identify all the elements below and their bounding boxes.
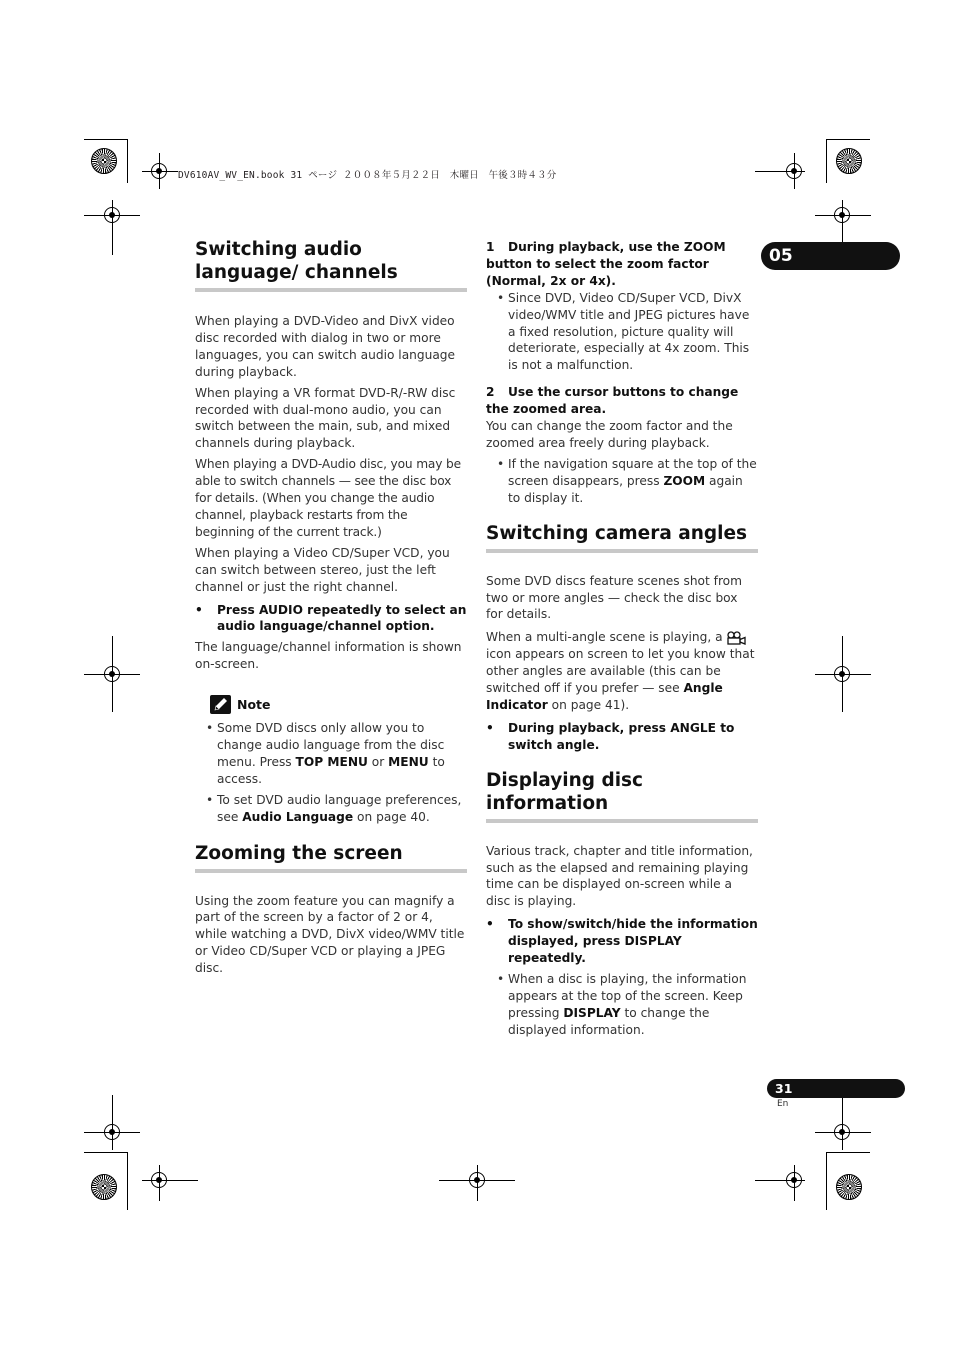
paragraph: The language/channel information is shown on-screen. [195,640,462,672]
button-name: TOP MENU [295,754,368,769]
button-name: DISPLAY [563,1005,621,1020]
step-detail [486,971,758,1039]
note-text: Some DVD discs only allow you to change audio language from the disc menu. Press [217,721,445,769]
instruction-text: Use the cursor buttons to change the zoomed area. [486,385,739,417]
note-item [195,792,467,826]
page-language: En [777,1099,789,1109]
paragraph: When playing a DVD-Video and DivX video disc recorded with dialog in two or more languages, you can switch audio language during playback. [195,314,456,379]
section-title-angles: Switching camera angles [486,522,758,553]
button-name: ZOOM [663,473,706,488]
paragraph: Various track, chapter and title information, such as the elapsed and remaining playing time can be displayed on-screen while a disc is playing. [486,843,753,909]
paragraph [486,629,758,714]
chapter-number-tab: 05 [761,242,900,270]
instruction-text: To show/switch/hide the information displayed, press DISPLAY repeatedly. [508,917,758,966]
step-number: 2 [486,385,495,400]
section-title-audio: Switching audio language/ channels [195,238,467,292]
paragraph: When playing a DVD-Audio disc, you may be able to switch channels — see the disc box for details. (When you change the audio channel, playback restarts from the beginning of the current track.) [195,457,461,539]
step-detail [486,456,758,507]
registration-star-icon [836,1174,862,1200]
detail-text: If the navigation square at the top of the screen disappears, press [508,456,757,488]
pencil-icon [210,695,231,714]
note-text: on page 40. [353,809,430,824]
instruction-step [486,384,758,418]
right-column [486,239,758,1039]
bullet: • [497,290,505,305]
bullet: • [486,720,494,735]
note-text: or [367,754,389,769]
bullet: • [195,602,203,617]
instruction-step [195,602,467,636]
paragraph-text: icon appears on screen to let you know that other angles are available (this can be switched off if you prefer — see [486,647,755,696]
bullet: • [206,721,214,736]
print-header: DV610AV_WV_EN.book 31 ページ ２００８年５月２２日 木曜日 午後３時４３分 [178,170,557,181]
paragraph-text: When a multi-angle scene is playing, a [486,630,727,645]
instruction-step [486,916,758,967]
step-number: 1 [486,240,495,254]
paragraph: Using the zoom feature you can magnify a part of the screen by a factor of 2 or 4, while watching a DVD, DivX video/WMV title or Video CD/Super VCD or playing a JPEG disc. [195,893,465,976]
paragraph: When playing a VR format DVD-R/-RW disc recorded with dual-mono audio, you can switch between the main, sub, and mixed channels during playback. [195,385,456,451]
section-title-zoom: Zooming the screen [195,842,467,873]
setting-name: Angle Indicator [486,681,723,712]
registration-star-icon [836,148,862,174]
bullet: • [206,792,214,807]
setting-name: Audio Language [242,809,354,824]
paragraph: Some DVD discs feature scenes shot from two or more angles — check the disc box for details. [486,573,743,622]
instruction-text: During playback, press ANGLE to switch angle. [508,720,735,752]
page-number-tab: 31 [767,1079,905,1098]
button-name: MENU [388,754,429,769]
detail-text: to change the displayed information. [508,1005,710,1037]
registration-star-icon [91,1174,117,1200]
paragraph-text: on page 41). [547,697,630,712]
detail-text: When a disc is playing, the information appears at the top of the screen. Keep pressing [508,972,747,1020]
note-item [195,720,467,788]
registration-star-icon [91,148,117,174]
instruction-text: Press AUDIO repeatedly to select an audio language/channel option. [217,602,467,634]
section-title-info: Displaying disc information [486,769,758,823]
note-text: To set DVD audio language preferences, see [217,792,462,824]
bullet: • [497,456,505,471]
left-column [195,238,467,977]
camera-angle-icon [726,631,748,645]
detail-text: again to display it. [508,473,743,505]
bullet: • [486,917,494,932]
detail-text: Since DVD, Video CD/Super VCD, DivX video/WMV title and JPEG pictures have a fixed resolution, picture quality will deteriorate, especially at 4x zoom. This is not a malfunction. [508,290,750,373]
paragraph: You can change the zoom factor and the zoomed area freely during playback. [486,419,733,450]
instruction-step [486,720,758,754]
note-text: to access. [217,754,445,786]
instruction-step [486,239,758,290]
bullet: • [497,972,505,986]
paragraph: When playing a Video CD/Super VCD, you can switch between stereo, just the left channel or just the right channel. [195,545,450,594]
instruction-text: During playback, use the ZOOM button to select the zoom factor (Normal, 2x or 4x). [486,240,726,288]
note-heading [195,695,467,714]
step-detail [486,290,758,375]
note-label: Note [237,697,271,713]
